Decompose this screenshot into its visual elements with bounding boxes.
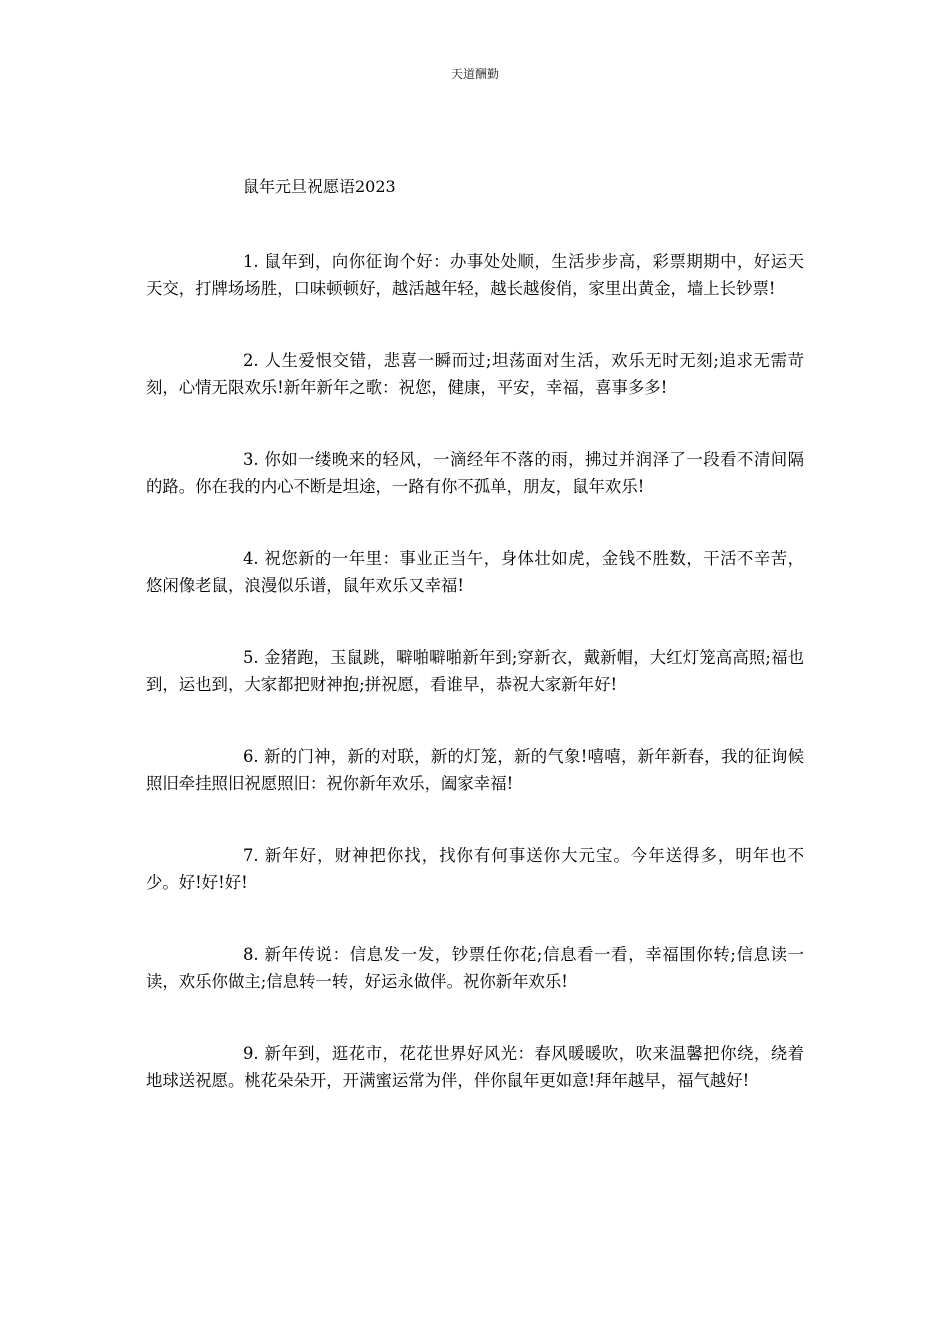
paragraph-4: 4. 祝您新的一年里：事业正当午，身体壮如虎，金钱不胜数，干活不辛苦，悠闲像老鼠，浪漫似乐谱，鼠年欢乐又幸福! <box>146 549 804 595</box>
paragraph-2: 2. 人生爱恨交错，悲喜一瞬而过;坦荡面对生活，欢乐无时无刻;追求无需苛刻，心情无限欢乐!新年新年之歌：祝您，健康，平安，幸福，喜事多多! <box>146 351 804 397</box>
paragraph-9: 9. 新年到，逛花市，花花世界好风光：春风暖暖吹，吹来温馨把你绕，绕着地球送祝愿。桃花朵朵开，开满蜜运常为伴，伴你鼠年更如意!拜年越早，福气越好! <box>146 1044 804 1090</box>
paragraph-7: 7. 新年好，财神把你找，找你有何事送你大元宝。今年送得多，明年也不少。好!好!好! <box>146 846 804 892</box>
document-body <box>146 249 804 1140</box>
page-header: 天道酬勤 <box>450 67 499 81</box>
paragraph-5: 5. 金猪跑，玉鼠跳，噼啪噼啪新年到;穿新衣，戴新帽，大红灯笼高高照;福也到，运也到，大家都把财神抱;拼祝愿，看谁早，恭祝大家新年好! <box>146 648 804 694</box>
paragraph-8: 8. 新年传说：信息发一发，钞票任你花;信息看一看，幸福围你转;信息读一读，欢乐你做主;信息转一转，好运永做伴。祝你新年欢乐! <box>146 945 804 991</box>
paragraph-1: 1. 鼠年到，向你征询个好：办事处处顺，生活步步高，彩票期期中，好运天天交，打牌场场胜，口味顿顿好，越活越年轻，越长越俊俏，家里出黄金，墙上长钞票! <box>146 252 804 298</box>
paragraph-3: 3. 你如一缕晚来的轻风，一滴经年不落的雨，拂过并润泽了一段看不清间隔的路。你在我的内心不断是坦途，一路有你不孤单，朋友，鼠年欢乐! <box>146 450 804 496</box>
document-title: 鼠年元旦祝愿语2023 <box>243 177 396 196</box>
paragraph-6: 6. 新的门神，新的对联，新的灯笼，新的气象!嘻嘻，新年新春，我的征询候照旧牵挂照旧祝愿照旧：祝你新年欢乐，阖家幸福! <box>146 747 804 793</box>
